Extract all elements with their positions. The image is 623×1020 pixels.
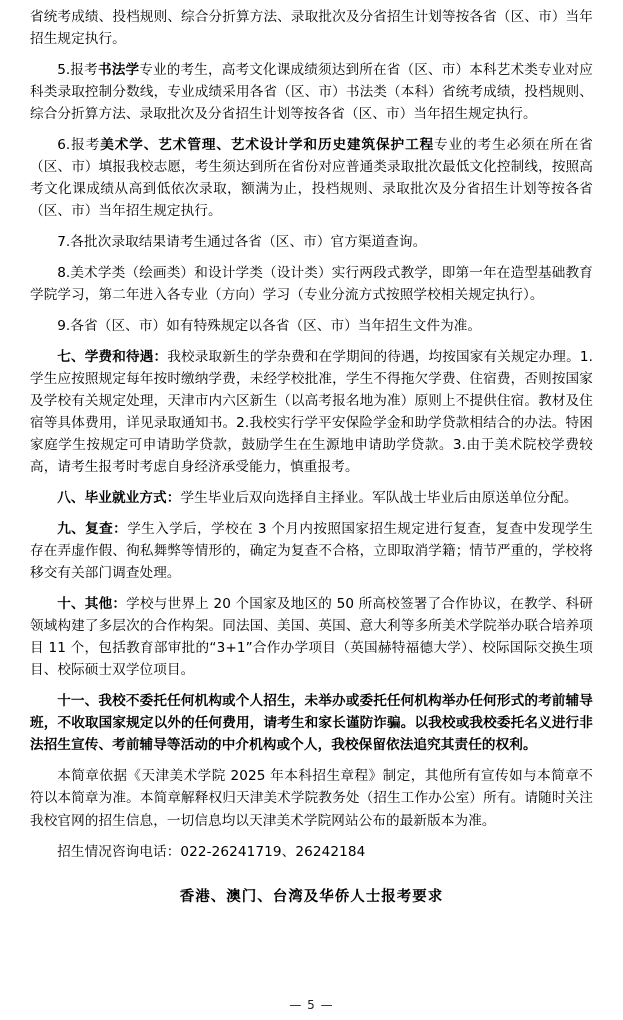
section-7-heading: 七、学费和待遇： (57, 349, 168, 366)
section-11-heading: 十一、 (57, 693, 99, 710)
emphasized-major-name: 美术学、艺术管理、艺术设计学和历史建筑保护工程 (100, 137, 435, 154)
section-8-employment (30, 487, 593, 509)
paragraph-item-8: 8.美术学类（绘画类）和设计学类（设计类）实行两段式教学，即第一年在造型基础教育学院学习，第二年进入各专业（方向）学习（专业分流方式按照学校相关规定执行）。 (30, 265, 593, 304)
paragraph-item-6 (30, 134, 593, 222)
section-10-heading: 十、其他： (57, 596, 127, 613)
paragraph-item-5 (30, 59, 593, 125)
item-5-text: 5.报考书法学专业的考生，高考文化课成绩须达到所在省（区、市）本科艺术类专业对应科类录取控制分数线，专业成绩采用各省（区、市）书法类（本科）省统考成绩，投档规则、综合分折算方法、录取批次及分省招生计划等按各省（区、市）当年招生规定执行。 (30, 62, 593, 123)
paragraph-continuation: 省统考成绩、投档规则、综合分折算方法、录取批次及分省招生计划等按各省（区、市）当年招生规定执行。 (30, 9, 593, 48)
emphasized-major-name: 书法学 (97, 62, 140, 79)
section-11-text: 我校不委托任何机构或个人招生，未举办或委托任何机构举办任何形式的考前辅导班，不收取国家规定以外的任何费用，请考生和家长谨防诈骗。以我校或我校委托名义进行非法招生宣传、考前辅导等活动的中介机构或个人，我校保留依法追究其责任的权利。 (30, 693, 593, 754)
section-8-heading: 八、毕业就业方式： (57, 490, 181, 507)
paragraph-contact-phone: 招生情况咨询电话：022-26241719、26242184 (57, 843, 366, 860)
paragraph-closing-note: 本简章依据《天津美术学院 2025 年本科招生章程》制定，其他所有宣传如与本简章不符以本简章为准。本简章解释权归天津美术学院教务处（招生工作办公室）所有。请随时关注我校官网的招生信息，一切信息均以天津美术学院网站公布的最新版本为准。 (30, 768, 593, 829)
section-10-other (30, 593, 593, 681)
section-7-text: 我校录取新生的学杂费和在学期间的待遇，均按国家有关规定办理。1.学生应按照规定每年按时缴纳学费，未经学校批准，学生不得拖欠学费、住宿费，否则按国家及学校有关规定处理，天津市内六区新生（以高考报名地为准）原则上不提供住宿。教材及住宿等具体费用，详见录取通知书。2.我校实行学平安保险学金和助学贷款相结合的办法。特困家庭学生按规定可申请助学贷款，鼓励学生在生源地申请助学贷款。3.由于美术院校学费较高，请考生报考时考虑自身经济承受能力，慎重报考。 (30, 349, 593, 476)
section-10-text: 学校与世界上 20 个国家及地区的 50 所高校签署了合作协议，在教学、科研领域构建了多层次的合作构架。同法国、美国、英国、意大利等多所美术学院举办联合培养项目 11 个，包括教育部审批的“3+1”合作办学项目（英国赫特福德大学）、校际国际交换生项目、校际硕士双学位项目。 (30, 596, 593, 679)
paragraph-item-7: 7.各批次录取结果请考生通过各省（区、市）官方渠道查询。 (57, 234, 427, 251)
section-8-text: 学生毕业后双向选择自主择业。军队战士毕业后由原送单位分配。 (180, 490, 578, 507)
section-11-warning (30, 690, 593, 756)
section-7-tuition (30, 346, 593, 478)
page-number: — 5 — (289, 998, 334, 1012)
paragraph-item-9: 9.各省（区、市）如有特殊规定以各省（区、市）当年招生文件为准。 (57, 318, 482, 335)
section-9-text: 学生入学后，学校在 3 个月内按照国家招生规定进行复查，复查中发现学生存在弄虚作假、徇私舞弊等情形的，确定为复查不合格，立即取消学籍；情节严重的，学校将移交有关部门调查处理。 (30, 521, 594, 582)
section-9-heading: 九、复查： (57, 521, 128, 538)
section-9-review (30, 518, 593, 584)
item-6-text: 6.报考美术学、艺术管理、艺术设计学和历史建筑保护工程专业的考生必须在所在省（区、市）填报我校志愿，考生须达到所在省份对应普通类录取批次最低文化控制线，按照高考文化课成绩从高到低依次录取，额满为止，投档规则、录取批次及分省招生计划等按各省（区、市）当年招生规定执行。 (30, 137, 593, 220)
section-subtitle-overseas: 香港、澳门、台湾及华侨人士报考要求 (179, 887, 444, 905)
